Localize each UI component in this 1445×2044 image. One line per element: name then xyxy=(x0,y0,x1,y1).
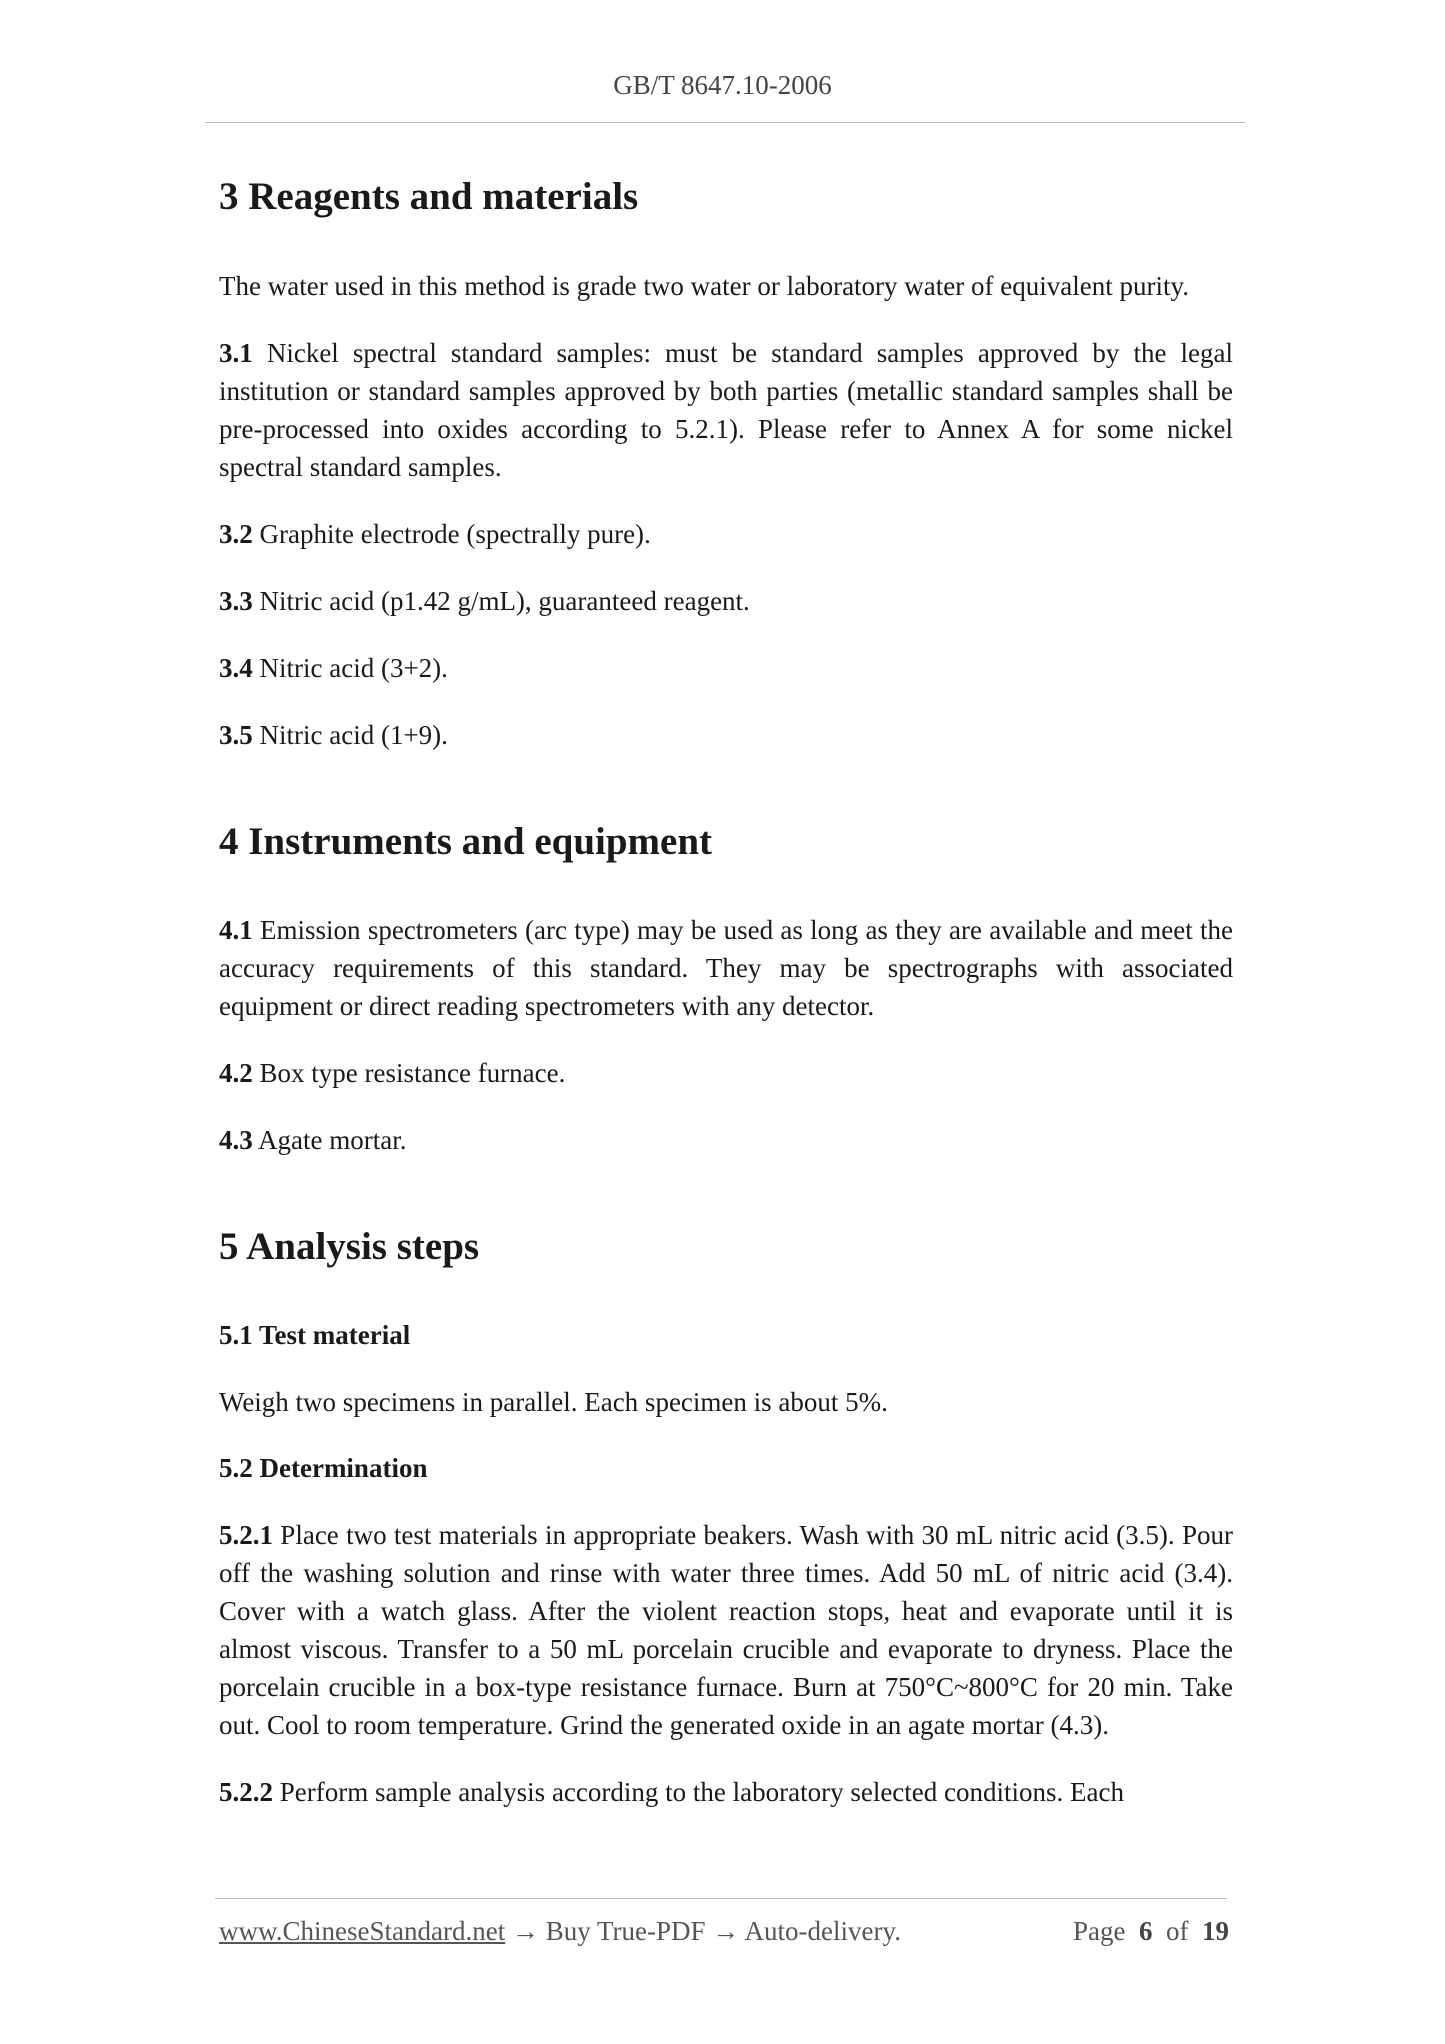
clause-4-1 xyxy=(219,911,1233,1025)
section-5-heading: 5 Analysis steps xyxy=(219,1225,480,1269)
clause-3-3 xyxy=(219,582,1233,620)
subsection-5-2-heading: 5.2 Determination xyxy=(219,1452,428,1483)
clause-number: 5.2.1 xyxy=(219,1519,273,1550)
clause-text: Place two test materials in appropriate beakers. Wash with 30 mL nitric acid (3.5). Pour off the washing solution and rinse with water three times. Add 50 mL of nitric acid (3.4). Cover with a watch glass. After the violent reaction stops, heat and evaporate until it is almost viscous. Transfer to a 50 mL porcelain crucible and evaporate to dryness. Place the porcelain crucible in a box-type resistance furnace. Burn at 750°C~800°C for 20 min. Take out. Cool to room temperature. Grind the generated oxide in an agate mortar (4.3). xyxy=(219,1519,1233,1740)
clause-text: Nickel spectral standard samples: must be standard samples approved by the legal institution or standard samples approved by both parties (metallic standard samples shall be pre-processed into oxides according to 5.2.1). Please refer to Annex A for some nickel spectral standard samples. xyxy=(219,337,1233,482)
page-label: Page xyxy=(1073,1916,1126,1946)
clause-number: 4.2 xyxy=(219,1058,253,1089)
clause-4-2 xyxy=(219,1054,1233,1092)
clause-5-2-1 xyxy=(219,1516,1233,1744)
header-divider xyxy=(205,122,1245,123)
footer-promo-text: → Buy True-PDF → Auto-delivery. xyxy=(505,1916,901,1946)
website-link[interactable]: www.ChineseStandard.net xyxy=(219,1916,506,1946)
clause-number: 3.4 xyxy=(219,652,253,683)
clause-3-1 xyxy=(219,334,1233,486)
clause-number: 3.1 xyxy=(219,337,253,368)
page-current: 6 xyxy=(1139,1916,1153,1946)
subsection-5-1-text: Weigh two specimens in parallel. Each specimen is about 5%. xyxy=(219,1386,888,1417)
clause-number: 4.1 xyxy=(219,915,253,946)
clause-number: 3.3 xyxy=(219,585,253,616)
section-3-heading: 3 Reagents and materials xyxy=(219,175,639,218)
clause-number: 3.2 xyxy=(219,518,253,549)
page-total: 19 xyxy=(1202,1916,1229,1946)
page-of-label: of xyxy=(1166,1916,1189,1946)
document-header-title: GB/T 8647.10-2006 xyxy=(613,70,832,100)
clause-text: Nitric acid (p1.42 g/mL), guaranteed reagent. xyxy=(252,585,750,616)
page-content xyxy=(219,160,1233,1840)
clause-4-3 xyxy=(219,1121,1233,1159)
clause-3-4 xyxy=(219,649,1233,687)
footer-divider xyxy=(215,1898,1227,1899)
clause-text: Graphite electrode (spectrally pure). xyxy=(252,518,651,549)
footer-promo xyxy=(219,1916,901,1947)
clause-3-5 xyxy=(219,716,1233,754)
clause-5-2-2 xyxy=(219,1773,1233,1811)
clause-text: Agate mortar. xyxy=(252,1125,407,1156)
clause-text: Box type resistance furnace. xyxy=(252,1058,566,1089)
clause-number: 4.3 xyxy=(219,1125,253,1156)
clause-3-2 xyxy=(219,515,1233,553)
section-4-heading: 4 Instruments and equipment xyxy=(219,819,713,863)
clause-text: Nitric acid (1+9). xyxy=(252,719,448,750)
clause-text: Nitric acid (3+2). xyxy=(252,652,448,683)
clause-text: Emission spectrometers (arc type) may be used as long as they are available and meet the accuracy requirements of this standard. They may be spectrographs with associated equipment or direct reading spectrometers with any detector. xyxy=(219,915,1233,1022)
section-3-intro: The water used in this method is grade two water or laboratory water of equivalent purity. xyxy=(219,270,1189,301)
subsection-5-1-heading: 5.1 Test material xyxy=(219,1320,411,1351)
clause-number: 5.2.2 xyxy=(219,1776,273,1807)
clause-text: Perform sample analysis according to the laboratory selected conditions. Each xyxy=(273,1776,1124,1807)
clause-number: 3.5 xyxy=(219,719,253,750)
page-number xyxy=(1073,1916,1229,1947)
